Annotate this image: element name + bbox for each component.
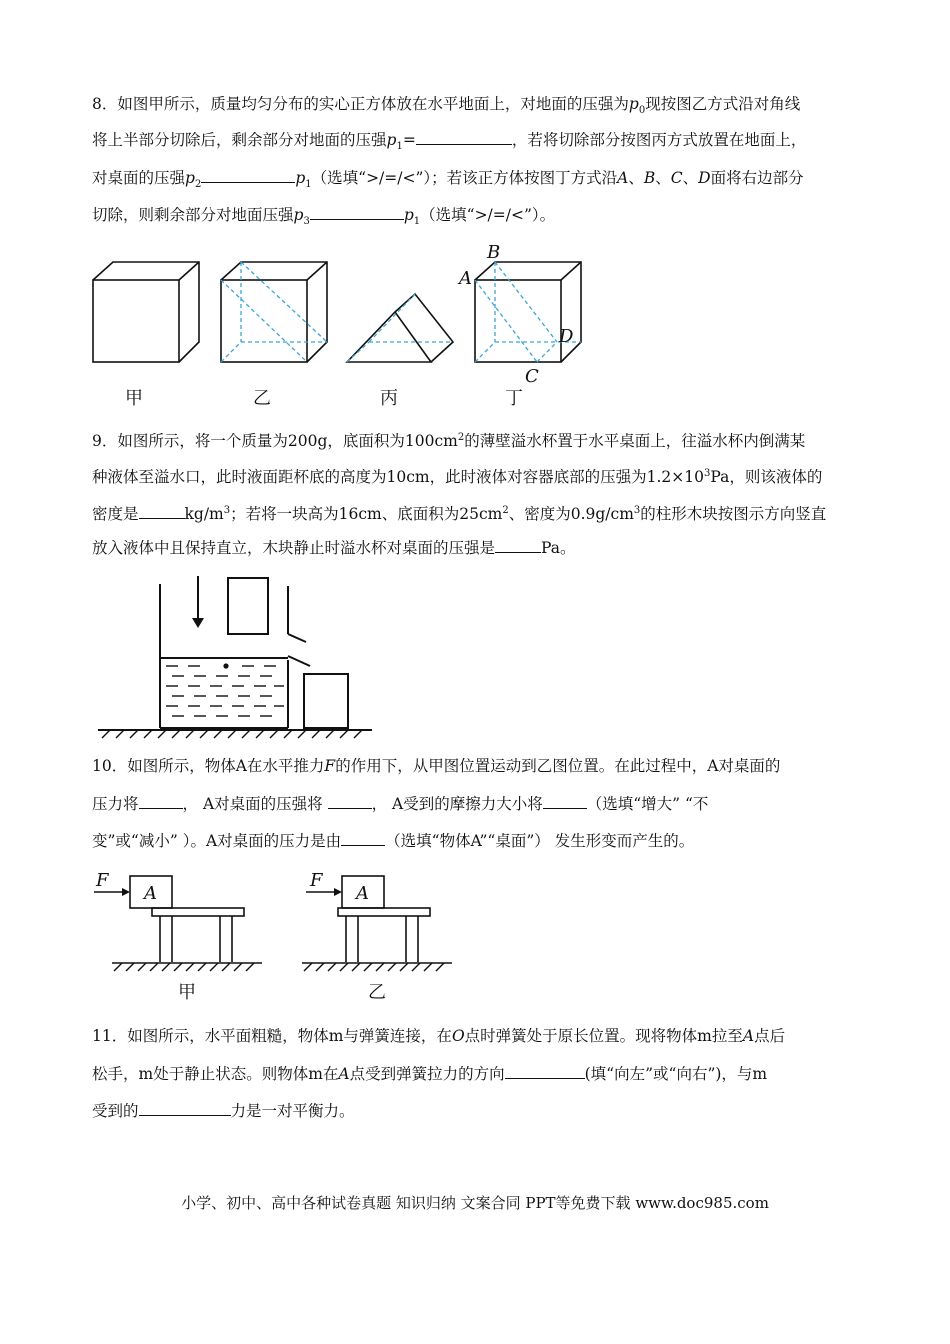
q9-sup: 3 (703, 468, 711, 479)
q11-point-a: A (338, 1065, 350, 1083)
q8-cube-figures (85, 242, 605, 412)
q8-p3: p (293, 206, 304, 224)
q9-line-1 (92, 428, 805, 451)
fig-label-jia: 甲 (178, 982, 196, 1003)
answer-blank[interactable] (139, 794, 183, 809)
answer-blank[interactable] (416, 130, 512, 145)
q9-sup: 2 (457, 432, 465, 443)
q8-line-2 (92, 130, 806, 157)
q10-text: 压力将 (92, 795, 139, 813)
q8-text: 现按图乙方式沿对角线 (645, 95, 801, 113)
q8-p2: p (185, 169, 195, 187)
q8-line-4 (92, 205, 555, 232)
q11-text: (填“向左”或“向右”)，与m (584, 1065, 768, 1083)
q10-table-figures (92, 866, 462, 1006)
q9-text: 密度是 (92, 505, 139, 524)
q8-p1-sub: 1 (396, 141, 403, 153)
q8-face-b: B (643, 169, 656, 187)
down-arrow-icon (192, 618, 204, 628)
q11-text: 11．如图所示，水平面粗糙，物体m与弹簧连接，在 (92, 1027, 452, 1045)
q8-text: 切除，则剩余部分对地面压强 (92, 206, 294, 224)
cube-yi (221, 262, 327, 362)
q9-text: 放入液体中且保持直立，木块静止时溢水杯对桌面的压强是 (92, 539, 496, 557)
q8-text: ，若将切除部分按图丙方式放置在地面上， (511, 131, 807, 149)
q10-line-2 (92, 794, 708, 814)
q10-text: 变”或“减小” ）。A对桌面的压力是由 (92, 832, 342, 850)
answer-blank[interactable] (341, 831, 385, 846)
q10-text: （选填“增大” “不 (586, 795, 709, 813)
fig-label-bing: 丙 (380, 388, 398, 409)
prism-bing (347, 294, 453, 362)
corner-label-d: D (559, 326, 574, 347)
q10-text: 10．如图所示，物体A在水平推力 (92, 757, 325, 775)
q8-text: （选填“>/=/<”）。 (420, 206, 556, 224)
q8-text: 8．如图甲所示，质量均匀分布的实心正方体放在水平地面上，对地面的压强为 (92, 95, 629, 113)
q8-face-a: A (617, 169, 629, 187)
answer-blank[interactable] (139, 1101, 231, 1116)
q9-sup: 3 (223, 505, 231, 516)
q9-text: Pa，则该液体的 (710, 468, 823, 487)
q10-line-3 (92, 831, 694, 851)
corner-label-c: C (525, 366, 539, 387)
fig-label-ding: 丁 (505, 388, 523, 409)
q11-text: 点时弹簧处于原长位置。现将物体m拉至 (464, 1027, 743, 1045)
q9-sup: 3 (633, 505, 641, 516)
q8-line-3 (92, 168, 804, 195)
answer-blank[interactable] (543, 794, 587, 809)
q9-text: ；若将一块高为16cm、底面积为25cm (230, 505, 503, 524)
q11-text: 点受到弹簧拉力的方向 (349, 1065, 505, 1083)
q8-sep: 、 (628, 169, 644, 187)
q11-text: 点后 (754, 1027, 786, 1045)
q9-line-3 (92, 501, 826, 524)
q9-overflow-cup-figure (92, 572, 382, 742)
push-arrow-icon (122, 888, 130, 896)
q11-point-o: O (451, 1027, 465, 1045)
block-label: A (144, 883, 157, 904)
q8-p1: p (386, 131, 397, 149)
force-label: F (310, 870, 323, 891)
page-footer: 小学、初中、高中各种试卷真题 知识归纳 文案合同 PPT等免费下载 www.doc985.com (181, 1194, 769, 1212)
q11-line-2 (92, 1064, 767, 1084)
q8-text: = (402, 131, 416, 149)
fig-label-yi: 乙 (253, 388, 271, 409)
q8-p0-sub: 0 (638, 105, 646, 117)
q11-line-1 (92, 1026, 785, 1046)
q9-line-2 (92, 464, 822, 487)
q9-text: 的薄壁溢水杯置于水平桌面上，往溢水杯内倒满某 (464, 432, 806, 451)
q9-text: 9．如图所示，将一个质量为200g，底面积为100cm (92, 432, 458, 451)
q9-text: 种液体至溢水口，此时液面距杯底的高度为10cm，此时液体对容器底部的压强为1.2×10 (92, 468, 704, 487)
q8-face-d: D (698, 169, 711, 187)
q9-text: kg/m (184, 505, 224, 524)
q10-force-f: F (324, 757, 336, 775)
q8-p2-sub: 2 (194, 179, 202, 191)
q8-p1: p (295, 169, 306, 187)
q9-sup: 2 (502, 505, 509, 516)
q10-text: （选填“物体A”“桌面”） 发生形变而产生的。 (385, 832, 695, 850)
fig-label-yi: 乙 (368, 982, 386, 1003)
cube-jia (93, 262, 199, 362)
q8-text: （选填“>/=/<”）；若该正方体按图丁方式沿 (311, 169, 618, 187)
answer-blank[interactable] (139, 504, 185, 519)
q11-text: 力是一对平衡力。 (230, 1102, 355, 1120)
q9-text: 的柱形木块按图示方向竖直 (640, 505, 827, 524)
corner-label-b: B (487, 242, 501, 263)
force-label: F (96, 870, 109, 891)
q8-text: 面将右边部分 (710, 169, 804, 187)
q8-p1-sub: 1 (305, 179, 312, 191)
q8-text: 对桌面的压强 (92, 169, 186, 187)
answer-blank[interactable] (201, 168, 295, 183)
q8-p0: p (628, 95, 639, 113)
q10-line-1 (92, 756, 780, 776)
q10-text: ， A受到的摩擦力大小将 (371, 795, 543, 813)
q8-sep: 、 (655, 169, 671, 187)
q8-p1: p (403, 206, 414, 224)
push-arrow-icon (334, 888, 342, 896)
q8-p1-sub: 1 (413, 216, 421, 228)
q9-line-4 (92, 538, 576, 558)
corner-label-a: A (459, 268, 472, 289)
q9-text: 、密度为0.9g/cm (508, 505, 634, 524)
cube-ding (475, 262, 581, 362)
answer-blank[interactable] (495, 538, 541, 553)
q8-p3-sub: 3 (303, 216, 310, 228)
q11-text: 松手，m处于静止状态。则物体m在 (92, 1065, 339, 1083)
q8-text: 将上半部分切除后，剩余部分对地面的压强 (92, 131, 387, 149)
answer-blank[interactable] (310, 205, 404, 220)
block-label: A (356, 883, 369, 904)
q10-text: 的作用下，从甲图位置运动到乙图位置。在此过程中，A对桌面的 (335, 757, 781, 775)
answer-blank[interactable] (505, 1064, 585, 1079)
q11-point-a: A (742, 1027, 755, 1045)
fig-label-jia: 甲 (125, 388, 143, 409)
q11-line-3 (92, 1101, 355, 1121)
q10-text: ， A对桌面的压强将 (182, 795, 328, 813)
q8-line-1 (92, 94, 800, 121)
q8-sep: 、 (682, 169, 699, 187)
q9-text: Pa。 (541, 539, 576, 557)
q8-face-c: C (670, 169, 683, 187)
answer-blank[interactable] (328, 794, 372, 809)
q11-text: 受到的 (92, 1102, 139, 1120)
